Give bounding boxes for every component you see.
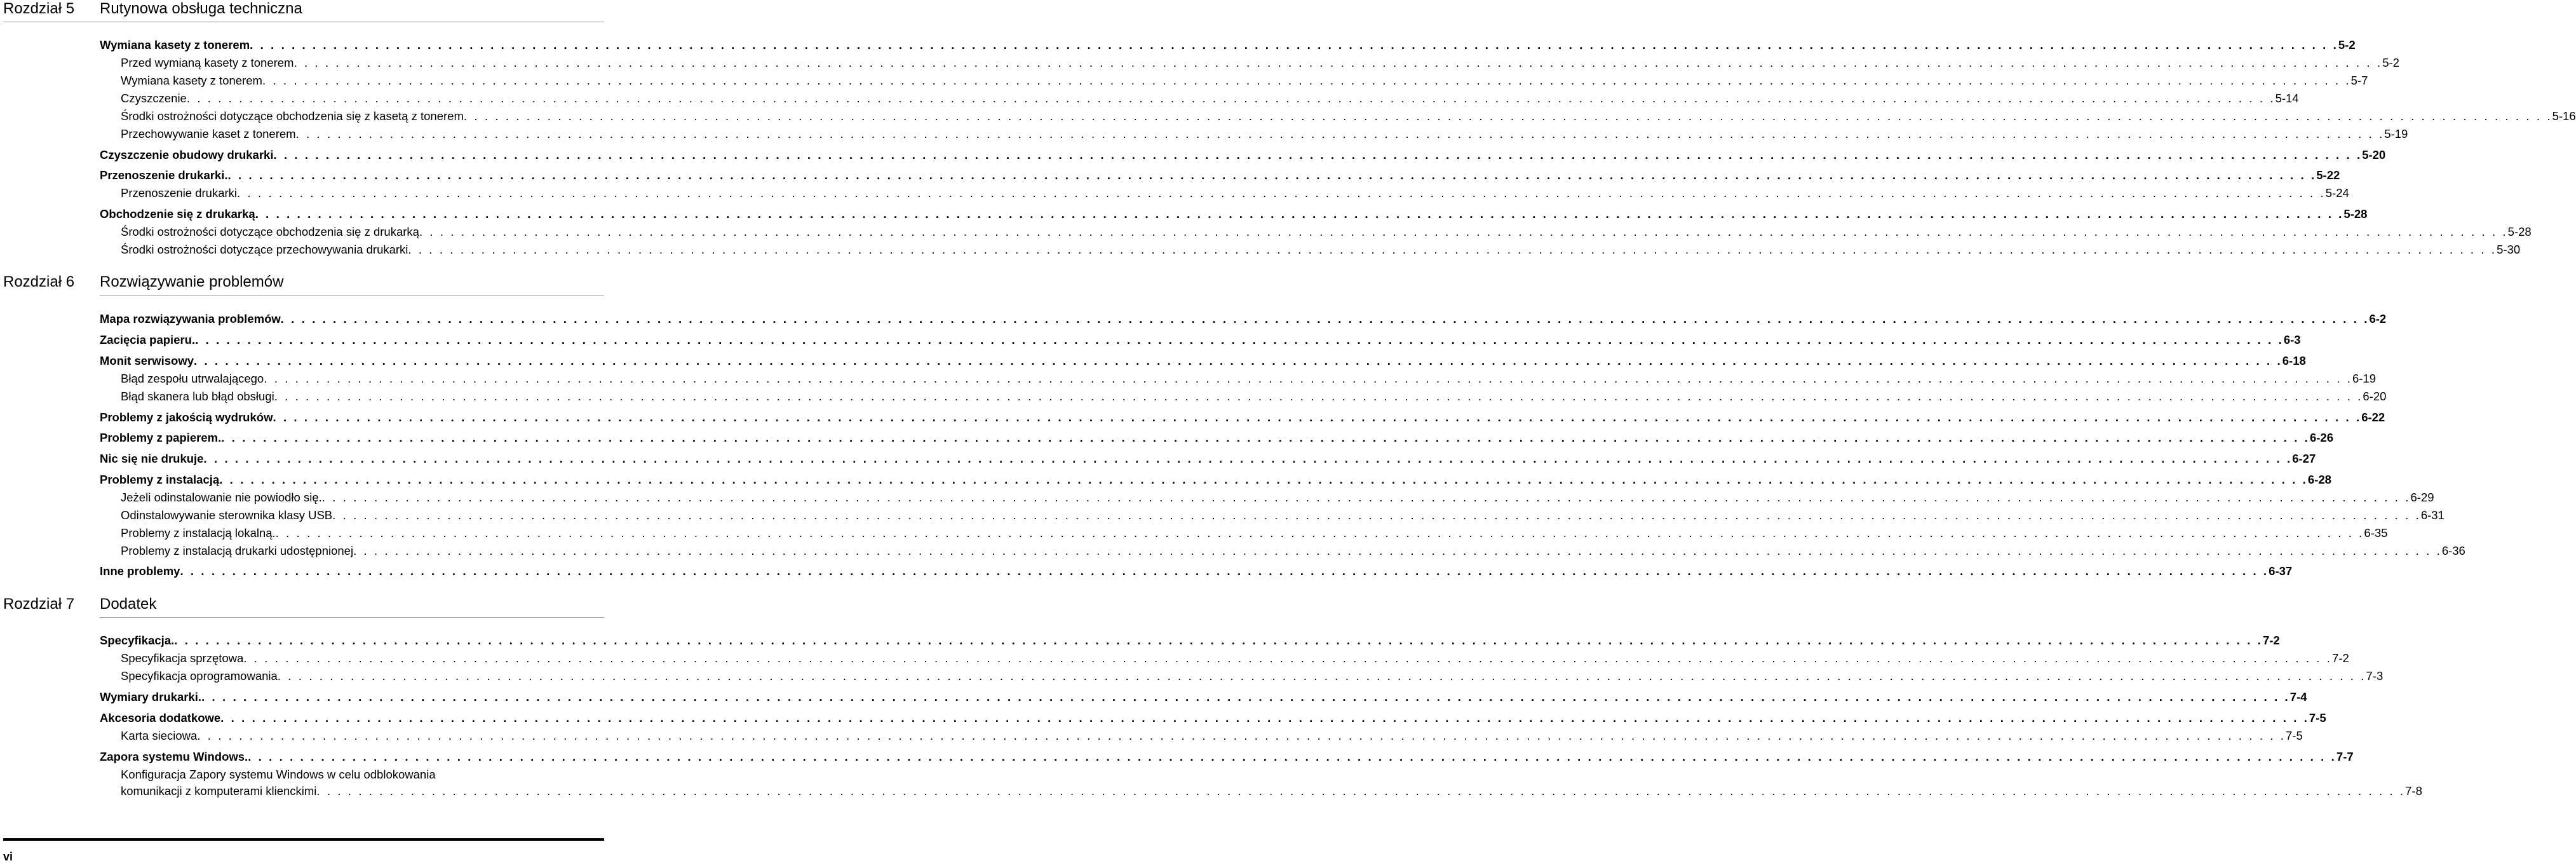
toc-entry-title: Specyfikacja oprogramowania: [121, 669, 278, 683]
dot-leader: . . . . . . . . . . . . . . . . . . . . . . . . . . . . . . . . . . . . . . . . . . . . . . . . . . . . . . . . . . . . . . . . . . . . . . . . . . . . . . . . . . . . . . . . . . . . . . . . . . . . . . . . . . . . . . . . . . . . . . . . . . . . . . . . . . . . . . . . . . . . . . . . . . . . . . . . . . . . . . . . . . . . . . . . . . . . . . . . . . . . . . . . . . . . . . . . . . . . . . . .: [255, 207, 2344, 221]
toc-entry-title: Akcesoria dodatkowe: [100, 711, 221, 724]
toc-entry-page: 6-31: [2420, 508, 2445, 522]
toc-entry-page: 6-28: [2307, 473, 2331, 486]
toc-entry-page: 7-7: [2336, 750, 2354, 763]
toc-subsection-entry[interactable]: [121, 544, 2465, 558]
toc-entry-page: 5-30: [2497, 243, 2521, 256]
toc-section-entry[interactable]: [100, 312, 2387, 326]
toc-entry-page: 7-3: [2366, 669, 2384, 683]
toc-entry-page: 6-20: [2363, 390, 2387, 403]
dot-leader: . . . . . . . . . . . . . . . . . . . . . . . . . . . . . . . . . . . . . . . . . . . . . . . . . . . . . . . . . . . . . . . . . . . . . . . . . . . . . . . . . . . . . . . . . . . . . . . . . . . . . . . . . . . . . . . . . . . . . . . . . . . . . . . . . . . . . . . . . . . . . . . . . . . . . . . . . . . . . . . . . . . . . . . . . . . . . . . . . . . . . . . . . . . . . . . . . . . . . . . .: [197, 729, 2286, 742]
toc-entry-page: 6-27: [2292, 452, 2316, 465]
dot-leader: . . . . . . . . . . . . . . . . . . . . . . . . . . . . . . . . . . . . . . . . . . . . . . . . . . . . . . . . . . . . . . . . . . . . . . . . . . . . . . . . . . . . . . . . . . . . . . . . . . . . . . . . . . . . . . . . . . . . . . . . . . . . . . . . . . . . . . . . . . . . . . . . . . . . . . . . . . . . . . . . . . . . . . . . . . . . . . . . . . . . . . . . . . . . . . . . . . . . . . . .: [321, 491, 2411, 504]
toc-section-entry[interactable]: [100, 333, 2301, 347]
dot-leader: . . . . . . . . . . . . . . . . . . . . . . . . . . . . . . . . . . . . . . . . . . . . . . . . . . . . . . . . . . . . . . . . . . . . . . . . . . . . . . . . . . . . . . . . . . . . . . . . . . . . . . . . . . . . . . . . . . . . . . . . . . . . . . . . . . . . . . . . . . . . . . . . . . . . . . . . . . . . . . . . . . . . . . . . . . . . . . . . . . . . . . . . . . . . . . . . . . . . . . . .: [463, 109, 2552, 123]
toc-entry-title: Czyszczenie obudowy drukarki: [100, 148, 274, 161]
toc-entry-page: 5-14: [2275, 92, 2299, 105]
toc-entry-title: Przenoszenie drukarki: [121, 186, 238, 200]
dot-leader: . . . . . . . . . . . . . . . . . . . . . . . . . . . . . . . . . . . . . . . . . . . . . . . . . . . . . . . . . . . . . . . . . . . . . . . . . . . . . . . . . . . . . . . . . . . . . . . . . . . . . . . . . . . . . . . . . . . . . . . . . . . . . . . . . . . . . . . . . . . . . . . . . . . . . . . . . . . . . . . . . . . . . . . . . . . . . . . . . . . . . . . . . . . . . . . . . . . . . . . .: [262, 74, 2351, 87]
dot-leader: . . . . . . . . . . . . . . . . . . . . . . . . . . . . . . . . . . . . . . . . . . . . . . . . . . . . . . . . . . . . . . . . . . . . . . . . . . . . . . . . . . . . . . . . . . . . . . . . . . . . . . . . . . . . . . . . . . . . . . . . . . . . . . . . . . . . . . . . . . . . . . . . . . . . . . . . . . . . . . . . . . . . . . . . . . . . . . . . . . . . . . . . . . . . . . . . . . . . . . . .: [274, 390, 2363, 403]
toc-entry-page: 5-16: [2552, 109, 2576, 123]
chapter-rule: [100, 617, 604, 618]
toc-subsection-entry[interactable]: [121, 372, 2376, 386]
dot-leader: . . . . . . . . . . . . . . . . . . . . . . . . . . . . . . . . . . . . . . . . . . . . . . . . . . . . . . . . . . . . . . . . . . . . . . . . . . . . . . . . . . . . . . . . . . . . . . . . . . . . . . . . . . . . . . . . . . . . . . . . . . . . . . . . . . . . . . . . . . . . . . . . . . . . . . . . . . . . . . . . . . . . . . . . . . . . . . . . . . . . . . . . . . . . . . . . . . . . . . . .: [353, 544, 2442, 557]
toc-section-entry[interactable]: [100, 564, 2293, 578]
toc-entry-page: 5-7: [2350, 74, 2368, 87]
toc-subsection-entry[interactable]: [121, 109, 2576, 123]
toc-subsection-entry[interactable]: [121, 729, 2303, 743]
toc-entry-title: Błąd skanera lub błąd obsługi: [121, 390, 274, 403]
toc-entry-page: 6-2: [2369, 312, 2387, 325]
toc-entry-title: Problemy z jakością wydruków: [100, 411, 273, 424]
dot-leader: . . . . . . . . . . . . . . . . . . . . . . . . . . . . . . . . . . . . . . . . . . . . . . . . . . . . . . . . . . . . . . . . . . . . . . . . . . . . . . . . . . . . . . . . . . . . . . . . . . . . . . . . . . . . . . . . . . . . . . . . . . . . . . . . . . . . . . . . . . . . . . . . . . . . . . . . . . . . . . . . . . . . . . . . . . . . . . . . . . . . . . . . . . . . . . . . . . . . . . . .: [275, 526, 2364, 540]
toc-subsection-entry[interactable]: [121, 186, 2349, 200]
toc-entry-title: Problemy z instalacją drukarki udostępnionej: [121, 544, 354, 557]
toc-section-entry[interactable]: [100, 690, 2307, 704]
dot-leader: . . . . . . . . . . . . . . . . . . . . . . . . . . . . . . . . . . . . . . . . . . . . . . . . . . . . . . . . . . . . . . . . . . . . . . . . . . . . . . . . . . . . . . . . . . . . . . . . . . . . . . . . . . . . . . . . . . . . . . . . . . . . . . . . . . . . . . . . . . . . . . . . . . . . . . . . . . . . . . . . . . . . . . . . . . . . . . . . . . . . . . . . . . . . . . . . . . . . . . . .: [295, 127, 2385, 140]
dot-leader: . . . . . . . . . . . . . . . . . . . . . . . . . . . . . . . . . . . . . . . . . . . . . . . . . . . . . . . . . . . . . . . . . . . . . . . . . . . . . . . . . . . . . . . . . . . . . . . . . . . . . . . . . . . . . . . . . . . . . . . . . . . . . . . . . . . . . . . . . . . . . . . . . . . . . . . . . . . . . . . . . . . . . . . . . . . . . . . . . . . . . . . . . . . . . . . . . . . . . . . .: [194, 354, 2283, 367]
toc-entry-page: 6-22: [2361, 411, 2385, 424]
toc-entry-title: Jeżeli odinstalowanie nie powiodło się.: [121, 491, 322, 504]
toc-entry-title: Wymiana kasety z tonerem: [100, 38, 250, 51]
toc-entry-page: 6-29: [2410, 491, 2434, 504]
toc-subsection-entry[interactable]: [121, 508, 2445, 522]
toc-entry-title: Karta sieciowa: [121, 729, 198, 742]
toc-entry-title: Problemy z instalacją lokalną.: [121, 526, 276, 540]
dot-leader: . . . . . . . . . . . . . . . . . . . . . . . . . . . . . . . . . . . . . . . . . . . . . . . . . . . . . . . . . . . . . . . . . . . . . . . . . . . . . . . . . . . . . . . . . . . . . . . . . . . . . . . . . . . . . . . . . . . . . . . . . . . . . . . . . . . . . . . . . . . . . . . . . . . . . . . . . . . . . . . . . . . . . . . . . . . . . . . . . . . . . . . . . . . . . . . . . . . . . . . .: [316, 784, 2406, 798]
toc-subsection-entry[interactable]: [121, 390, 2387, 404]
dot-leader: . . . . . . . . . . . . . . . . . . . . . . . . . . . . . . . . . . . . . . . . . . . . . . . . . . . . . . . . . . . . . . . . . . . . . . . . . . . . . . . . . . . . . . . . . . . . . . . . . . . . . . . . . . . . . . . . . . . . . . . . . . . . . . . . . . . . . . . . . . . . . . . . . . . . . . . . . . . . . . . . . . . . . . . . . . . . . . . . . . . . . . . . . . . . . . . . . . . . . . . .: [243, 651, 2333, 665]
chapter-title: Rozwiązywanie problemów: [100, 273, 284, 290]
footer-page-number: vi: [3, 850, 13, 863]
dot-leader: . . . . . . . . . . . . . . . . . . . . . . . . . . . . . . . . . . . . . . . . . . . . . . . . . . . . . . . . . . . . . . . . . . . . . . . . . . . . . . . . . . . . . . . . . . . . . . . . . . . . . . . . . . . . . . . . . . . . . . . . . . . . . . . . . . . . . . . . . . . . . . . . . . . . . . . . . . . . . . . . . . . . . . . . . . . . . . . . . . . . . . . . . . . . . . . . . . . . . . . .: [174, 634, 2263, 647]
toc-entry-page: 7-5: [2286, 729, 2303, 742]
toc-entry-page: 5-24: [2325, 186, 2349, 200]
dot-leader: . . . . . . . . . . . . . . . . . . . . . . . . . . . . . . . . . . . . . . . . . . . . . . . . . . . . . . . . . . . . . . . . . . . . . . . . . . . . . . . . . . . . . . . . . . . . . . . . . . . . . . . . . . . . . . . . . . . . . . . . . . . . . . . . . . . . . . . . . . . . . . . . . . . . . . . . . . . . . . . . . . . . . . . . . . . . . . . . . . . . . . . . . . . . . . . . . . . . . . . .: [180, 564, 2269, 578]
chapter-title: Rutynowa obsługa techniczna: [100, 0, 302, 17]
toc-section-entry[interactable]: [100, 38, 2356, 52]
toc-subsection-entry[interactable]: [121, 669, 2384, 683]
toc-entry-title: Środki ostrożności dotyczące przechowywania drukarki: [121, 243, 408, 256]
toc-entry-page: 7-4: [2289, 690, 2307, 703]
toc-entry-title: Przed wymianą kasety z tonerem: [121, 56, 294, 69]
toc-entry-title: Specyfikacja.: [100, 634, 175, 647]
toc-entry-page: 6-19: [2352, 372, 2376, 385]
toc-entry-title: Czyszczenie: [121, 92, 187, 105]
toc-entry-title-line: Konfiguracja Zapory systemu Windows w celu odblokowania: [121, 768, 436, 781]
toc-section-entry[interactable]: [100, 431, 2333, 445]
dot-leader: . . . . . . . . . . . . . . . . . . . . . . . . . . . . . . . . . . . . . . . . . . . . . . . . . . . . . . . . . . . . . . . . . . . . . . . . . . . . . . . . . . . . . . . . . . . . . . . . . . . . . . . . . . . . . . . . . . . . . . . . . . . . . . . . . . . . . . . . . . . . . . . . . . . . . . . . . . . . . . . . . . . . . . . . . . . . . . . . . . . . . . . . . . . . . . . . . . . . . . . .: [277, 669, 2366, 683]
dot-leader: . . . . . . . . . . . . . . . . . . . . . . . . . . . . . . . . . . . . . . . . . . . . . . . . . . . . . . . . . . . . . . . . . . . . . . . . . . . . . . . . . . . . . . . . . . . . . . . . . . . . . . . . . . . . . . . . . . . . . . . . . . . . . . . . . . . . . . . . . . . . . . . . . . . . . . . . . . . . . . . . . . . . . . . . . . . . . . . . . . . . . . . . . . . . . . . . . . . . . . . .: [201, 690, 2290, 703]
toc-entry-title: Specyfikacja sprzętowa: [121, 651, 244, 665]
toc-entry-title: Wymiana kasety z tonerem: [121, 74, 262, 87]
toc-entry-title: Obchodzenie się z drukarką: [100, 207, 255, 221]
toc-subsection-entry[interactable]: [121, 526, 2388, 540]
dot-leader: . . . . . . . . . . . . . . . . . . . . . . . . . . . . . . . . . . . . . . . . . . . . . . . . . . . . . . . . . . . . . . . . . . . . . . . . . . . . . . . . . . . . . . . . . . . . . . . . . . . . . . . . . . . . . . . . . . . . . . . . . . . . . . . . . . . . . . . . . . . . . . . . . . . . . . . . . . . . . . . . . . . . . . . . . . . . . . . . . . . . . . . . . . . . . . . . . . . . . . . .: [195, 333, 2284, 346]
toc-section-entry[interactable]: [100, 634, 2280, 648]
chapter-label: Rozdział 5: [3, 0, 75, 17]
dot-leader: . . . . . . . . . . . . . . . . . . . . . . . . . . . . . . . . . . . . . . . . . . . . . . . . . . . . . . . . . . . . . . . . . . . . . . . . . . . . . . . . . . . . . . . . . . . . . . . . . . . . . . . . . . . . . . . . . . . . . . . . . . . . . . . . . . . . . . . . . . . . . . . . . . . . . . . . . . . . . . . . . . . . . . . . . . . . . . . . . . . . . . . . . . . . . . . . . . . . . . . .: [250, 38, 2338, 51]
toc-entry-title: Zacięcia papieru.: [100, 333, 196, 346]
toc-entry-page: 6-26: [2309, 431, 2333, 444]
toc-entry-page: 7-2: [2332, 651, 2349, 665]
toc-entry-page: 5-22: [2316, 168, 2340, 182]
toc-entry-title: komunikacji z komputerami klienckimi: [121, 784, 317, 798]
toc-subsection-entry[interactable]: [121, 784, 2422, 798]
chapter-label: Rozdział 7: [3, 595, 75, 613]
toc-entry-page: 6-35: [2364, 526, 2388, 540]
toc-entry-page: 7-5: [2309, 711, 2326, 724]
dot-leader: . . . . . . . . . . . . . . . . . . . . . . . . . . . . . . . . . . . . . . . . . . . . . . . . . . . . . . . . . . . . . . . . . . . . . . . . . . . . . . . . . . . . . . . . . . . . . . . . . . . . . . . . . . . . . . . . . . . . . . . . . . . . . . . . . . . . . . . . . . . . . . . . . . . . . . . . . . . . . . . . . . . . . . . . . . . . . . . . . . . . . . . . . . . . . . . . . . . . . . . .: [203, 452, 2293, 465]
dot-leader: . . . . . . . . . . . . . . . . . . . . . . . . . . . . . . . . . . . . . . . . . . . . . . . . . . . . . . . . . . . . . . . . . . . . . . . . . . . . . . . . . . . . . . . . . . . . . . . . . . . . . . . . . . . . . . . . . . . . . . . . . . . . . . . . . . . . . . . . . . . . . . . . . . . . . . . . . . . . . . . . . . . . . . . . . . . . . . . . . . . . . . . . . . . . . . . . . . . . . . . .: [219, 473, 2308, 486]
toc-entry-title: Zapora systemu Windows.: [100, 750, 248, 763]
dot-leader: . . . . . . . . . . . . . . . . . . . . . . . . . . . . . . . . . . . . . . . . . . . . . . . . . . . . . . . . . . . . . . . . . . . . . . . . . . . . . . . . . . . . . . . . . . . . . . . . . . . . . . . . . . . . . . . . . . . . . . . . . . . . . . . . . . . . . . . . . . . . . . . . . . . . . . . . . . . . . . . . . . . . . . . . . . . . . . . . . . . . . . . . . . . . . . . . . . . . . . . .: [408, 243, 2497, 256]
toc-entry-title: Odinstalowywanie sterownika klasy USB: [121, 508, 333, 522]
toc-entry-page: 5-28: [2507, 225, 2532, 238]
toc-subsection-entry[interactable]: [121, 225, 2532, 239]
toc-entry-title: Problemy z instalacją: [100, 473, 220, 486]
dot-leader: . . . . . . . . . . . . . . . . . . . . . . . . . . . . . . . . . . . . . . . . . . . . . . . . . . . . . . . . . . . . . . . . . . . . . . . . . . . . . . . . . . . . . . . . . . . . . . . . . . . . . . . . . . . . . . . . . . . . . . . . . . . . . . . . . . . . . . . . . . . . . . . . . . . . . . . . . . . . . . . . . . . . . . . . . . . . . . . . . . . . . . . . . . . . . . . . . . . . . . . .: [248, 750, 2337, 763]
toc-subsection-entry[interactable]: [121, 74, 2368, 88]
dot-leader: . . . . . . . . . . . . . . . . . . . . . . . . . . . . . . . . . . . . . . . . . . . . . . . . . . . . . . . . . . . . . . . . . . . . . . . . . . . . . . . . . . . . . . . . . . . . . . . . . . . . . . . . . . . . . . . . . . . . . . . . . . . . . . . . . . . . . . . . . . . . . . . . . . . . . . . . . . . . . . . . . . . . . . . . . . . . . . . . . . . . . . . . . . . . . . . . . . . . . . . .: [419, 225, 2508, 238]
toc-section-entry[interactable]: [100, 207, 2368, 221]
toc-entry-title: Monit serwisowy: [100, 354, 194, 367]
toc-entry-title: Błąd zespołu utrwalającego: [121, 372, 264, 385]
toc-section-entry[interactable]: [100, 711, 2326, 725]
toc-entry-page: 5-20: [2362, 148, 2386, 161]
toc-entry-page: 5-28: [2343, 207, 2368, 221]
toc-subsection-entry[interactable]: [121, 56, 2399, 70]
toc-entry-page: 5-2: [2382, 56, 2399, 69]
chapter-title: Dodatek: [100, 595, 157, 613]
dot-leader: . . . . . . . . . . . . . . . . . . . . . . . . . . . . . . . . . . . . . . . . . . . . . . . . . . . . . . . . . . . . . . . . . . . . . . . . . . . . . . . . . . . . . . . . . . . . . . . . . . . . . . . . . . . . . . . . . . . . . . . . . . . . . . . . . . . . . . . . . . . . . . . . . . . . . . . . . . . . . . . . . . . . . . . . . . . . . . . . . . . . . . . . . . . . . . . . . . . . . . . .: [332, 508, 2421, 522]
toc-entry-title: Przenoszenie drukarki.: [100, 168, 228, 182]
toc-section-entry[interactable]: [100, 750, 2354, 764]
dot-leader: . . . . . . . . . . . . . . . . . . . . . . . . . . . . . . . . . . . . . . . . . . . . . . . . . . . . . . . . . . . . . . . . . . . . . . . . . . . . . . . . . . . . . . . . . . . . . . . . . . . . . . . . . . . . . . . . . . . . . . . . . . . . . . . . . . . . . . . . . . . . . . . . . . . . . . . . . . . . . . . . . . . . . . . . . . . . . . . . . . . . . . . . . . . . . . . . . . . . . . . .: [280, 312, 2370, 325]
toc-entry-title: Środki ostrożności dotyczące obchodzenia się z kasetą z tonerem: [121, 109, 464, 123]
toc-entry-page: 6-37: [2269, 564, 2293, 578]
toc-entry-title: Środki ostrożności dotyczące obchodzenia się z drukarką: [121, 225, 419, 238]
toc-subsection-entry[interactable]: [121, 92, 2299, 105]
dot-leader: . . . . . . . . . . . . . . . . . . . . . . . . . . . . . . . . . . . . . . . . . . . . . . . . . . . . . . . . . . . . . . . . . . . . . . . . . . . . . . . . . . . . . . . . . . . . . . . . . . . . . . . . . . . . . . . . . . . . . . . . . . . . . . . . . . . . . . . . . . . . . . . . . . . . . . . . . . . . . . . . . . . . . . . . . . . . . . . . . . . . . . . . . . . . . . . . . . . . . . . .: [264, 372, 2352, 385]
toc-entry-page: 5-2: [2338, 38, 2356, 51]
toc-entry-page: 7-8: [2405, 784, 2422, 798]
toc-entry-page: 6-36: [2441, 544, 2465, 557]
toc-entry-title: Problemy z papierem.: [100, 431, 222, 444]
toc-subsection-entry[interactable]: [121, 127, 2408, 141]
dot-leader: . . . . . . . . . . . . . . . . . . . . . . . . . . . . . . . . . . . . . . . . . . . . . . . . . . . . . . . . . . . . . . . . . . . . . . . . . . . . . . . . . . . . . . . . . . . . . . . . . . . . . . . . . . . . . . . . . . . . . . . . . . . . . . . . . . . . . . . . . . . . . . . . . . . . . . . . . . . . . . . . . . . . . . . . . . . . . . . . . . . . . . . . . . . . . . . . . . . . . . . .: [186, 92, 2276, 105]
toc-subsection-entry[interactable]: [121, 491, 2434, 505]
toc-entry-page: 5-19: [2384, 127, 2408, 140]
chapter-rule: [100, 295, 604, 296]
dot-leader: . . . . . . . . . . . . . . . . . . . . . . . . . . . . . . . . . . . . . . . . . . . . . . . . . . . . . . . . . . . . . . . . . . . . . . . . . . . . . . . . . . . . . . . . . . . . . . . . . . . . . . . . . . . . . . . . . . . . . . . . . . . . . . . . . . . . . . . . . . . . . . . . . . . . . . . . . . . . . . . . . . . . . . . . . . . . . . . . . . . . . . . . . . . . . . . . . . . . . . . .: [227, 168, 2317, 182]
dot-leader: . . . . . . . . . . . . . . . . . . . . . . . . . . . . . . . . . . . . . . . . . . . . . . . . . . . . . . . . . . . . . . . . . . . . . . . . . . . . . . . . . . . . . . . . . . . . . . . . . . . . . . . . . . . . . . . . . . . . . . . . . . . . . . . . . . . . . . . . . . . . . . . . . . . . . . . . . . . . . . . . . . . . . . . . . . . . . . . . . . . . . . . . . . . . . . . . . . . . . . . .: [221, 431, 2310, 444]
dot-leader: . . . . . . . . . . . . . . . . . . . . . . . . . . . . . . . . . . . . . . . . . . . . . . . . . . . . . . . . . . . . . . . . . . . . . . . . . . . . . . . . . . . . . . . . . . . . . . . . . . . . . . . . . . . . . . . . . . . . . . . . . . . . . . . . . . . . . . . . . . . . . . . . . . . . . . . . . . . . . . . . . . . . . . . . . . . . . . . . . . . . . . . . . . . . . . . . . . . . . . . .: [293, 56, 2383, 69]
dot-leader: . . . . . . . . . . . . . . . . . . . . . . . . . . . . . . . . . . . . . . . . . . . . . . . . . . . . . . . . . . . . . . . . . . . . . . . . . . . . . . . . . . . . . . . . . . . . . . . . . . . . . . . . . . . . . . . . . . . . . . . . . . . . . . . . . . . . . . . . . . . . . . . . . . . . . . . . . . . . . . . . . . . . . . . . . . . . . . . . . . . . . . . . . . . . . . . . . . . . . . . .: [273, 411, 2362, 424]
dot-leader: . . . . . . . . . . . . . . . . . . . . . . . . . . . . . . . . . . . . . . . . . . . . . . . . . . . . . . . . . . . . . . . . . . . . . . . . . . . . . . . . . . . . . . . . . . . . . . . . . . . . . . . . . . . . . . . . . . . . . . . . . . . . . . . . . . . . . . . . . . . . . . . . . . . . . . . . . . . . . . . . . . . . . . . . . . . . . . . . . . . . . . . . . . . . . . . . . . . . . . . .: [220, 711, 2309, 724]
toc-section-entry[interactable]: [100, 168, 2340, 182]
dot-leader: . . . . . . . . . . . . . . . . . . . . . . . . . . . . . . . . . . . . . . . . . . . . . . . . . . . . . . . . . . . . . . . . . . . . . . . . . . . . . . . . . . . . . . . . . . . . . . . . . . . . . . . . . . . . . . . . . . . . . . . . . . . . . . . . . . . . . . . . . . . . . . . . . . . . . . . . . . . . . . . . . . . . . . . . . . . . . . . . . . . . . . . . . . . . . . . . . . . . . . . .: [273, 148, 2363, 161]
toc-section-entry[interactable]: [100, 473, 2331, 487]
dot-leader: . . . . . . . . . . . . . . . . . . . . . . . . . . . . . . . . . . . . . . . . . . . . . . . . . . . . . . . . . . . . . . . . . . . . . . . . . . . . . . . . . . . . . . . . . . . . . . . . . . . . . . . . . . . . . . . . . . . . . . . . . . . . . . . . . . . . . . . . . . . . . . . . . . . . . . . . . . . . . . . . . . . . . . . . . . . . . . . . . . . . . . . . . . . . . . . . . . . . . . . .: [237, 186, 2326, 200]
chapter-label: Rozdział 6: [3, 273, 75, 290]
toc-section-entry[interactable]: [100, 452, 2316, 466]
toc-entry-title: Inne problemy: [100, 564, 180, 578]
toc-entry-title: Nic się nie drukuje: [100, 452, 204, 465]
toc-entry-page: 7-2: [2262, 634, 2280, 647]
toc-entry-title: Przechowywanie kaset z tonerem: [121, 127, 296, 140]
toc-subsection-entry[interactable]: [121, 243, 2521, 257]
toc-section-entry[interactable]: [100, 411, 2385, 425]
toc-section-entry[interactable]: [100, 148, 2386, 162]
toc-entry-title: Wymiary drukarki.: [100, 690, 202, 703]
toc-section-entry[interactable]: [100, 354, 2306, 368]
toc-entry-title: Mapa rozwiązywania problemów: [100, 312, 281, 325]
toc-entry-page: 6-18: [2282, 354, 2306, 367]
toc-subsection-entry[interactable]: [121, 651, 2349, 665]
toc-entry-page: 6-3: [2283, 333, 2301, 346]
footer-rule: [3, 838, 604, 841]
